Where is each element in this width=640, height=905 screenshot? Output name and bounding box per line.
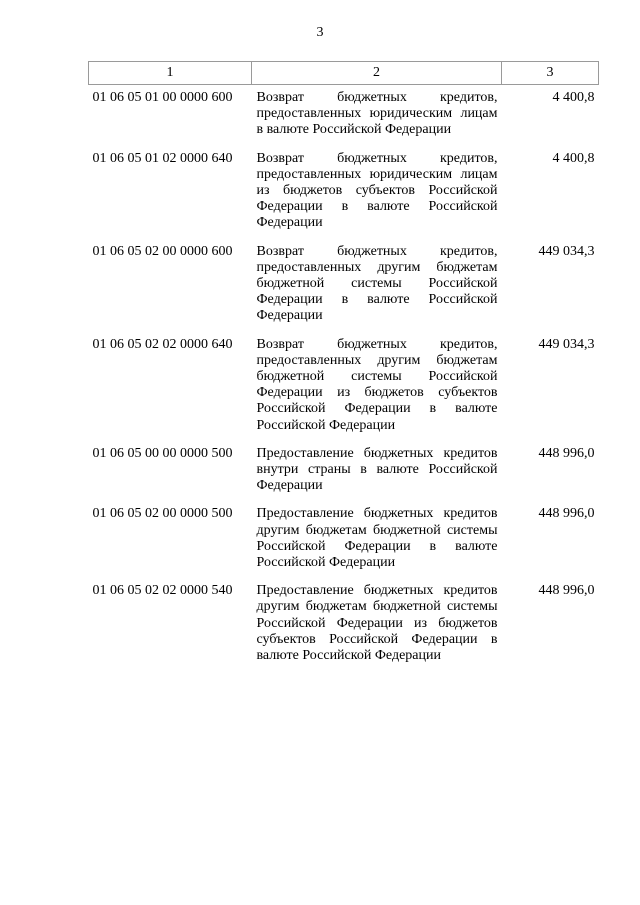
row-description: Возврат бюджетных кредитов, предоставленных другим бюджетам бюджетной системы Российской Федерации из бюджетов субъектов Российской Федерации в валюте Российской Федерации xyxy=(256,336,498,433)
row-amount: 448 996,0 xyxy=(538,506,595,522)
page-number: 3 xyxy=(316,25,324,40)
budget-code: 01 06 05 01 02 0000 640 xyxy=(92,150,233,166)
table-header xyxy=(89,62,599,85)
row-description: Возврат бюджетных кредитов, предоставленных юридическим лицам из бюджетов субъектов Российской Федерации в валюте Российской Федерации xyxy=(256,150,498,231)
budget-code: 01 06 05 00 00 0000 500 xyxy=(92,445,233,461)
budget-code: 01 06 05 02 00 0000 600 xyxy=(92,243,233,259)
budget-code: 01 06 05 01 00 0000 600 xyxy=(92,90,233,105)
row-description: Возврат бюджетных кредитов, предоставленных другим бюджетам бюджетной системы Российской Федерации в валюте Российской Федерации xyxy=(256,243,498,324)
row-amount: 4 400,8 xyxy=(552,150,595,166)
column-header-3: 3 xyxy=(502,62,599,85)
header-row xyxy=(89,62,599,85)
row-amount: 448 996,0 xyxy=(538,583,595,599)
table-row xyxy=(89,151,599,244)
row-description: Возврат бюджетных кредитов, предоставленных юридическим лицам в валюте Российской Федерации xyxy=(256,90,498,138)
column-header-2: 2 xyxy=(252,62,502,85)
row-amount: 448 996,0 xyxy=(538,445,595,461)
budget-code: 01 06 05 02 00 0000 500 xyxy=(92,506,233,522)
table-row xyxy=(89,244,599,337)
row-description: Предоставление бюджетных кредитов другим бюджетам бюджетной системы Российской Федерации из бюджетов субъектов Российской Федерации в валюте Российской Федерации xyxy=(256,583,498,664)
budget-sources-table xyxy=(88,61,599,676)
table-row xyxy=(89,506,599,583)
row-description: Предоставление бюджетных кредитов другим бюджетам бюджетной системы Российской Федерации в валюте Российской Федерации xyxy=(256,506,498,571)
budget-code: 01 06 05 02 02 0000 640 xyxy=(92,336,233,352)
table-row xyxy=(89,337,599,446)
budget-code: 01 06 05 02 02 0000 540 xyxy=(92,583,233,599)
table-row xyxy=(89,446,599,507)
row-amount: 449 034,3 xyxy=(538,336,595,352)
row-amount: 4 400,8 xyxy=(552,90,595,105)
table-body xyxy=(89,85,599,677)
row-description: Предоставление бюджетных кредитов внутри страны в валюте Российской Федерации xyxy=(256,445,498,494)
column-header-1: 1 xyxy=(89,62,252,85)
table-row xyxy=(89,85,599,151)
row-amount: 449 034,3 xyxy=(538,243,595,259)
table-row xyxy=(89,583,599,676)
